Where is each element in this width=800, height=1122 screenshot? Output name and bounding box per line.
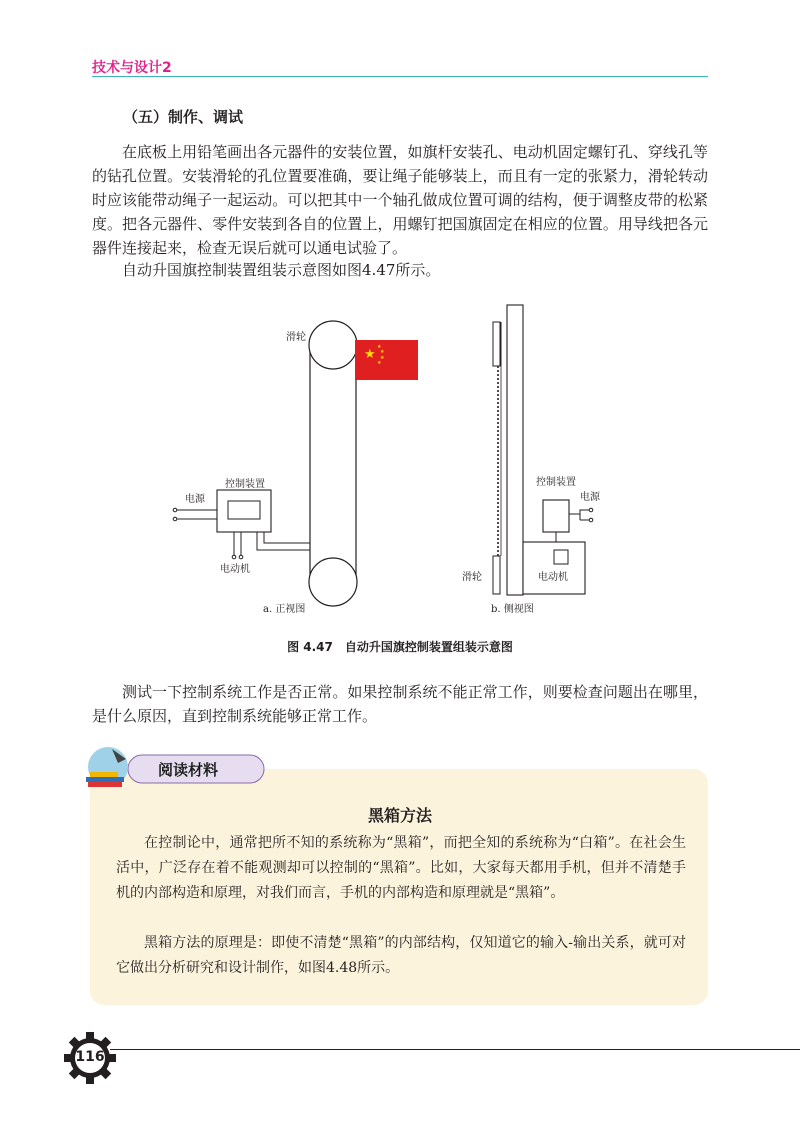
side-controller-label: 控制装置 — [536, 477, 576, 488]
footer-divider — [110, 1049, 800, 1050]
side-motor — [554, 550, 568, 564]
view-label-front: a. 正视图 — [263, 604, 306, 615]
reading-paragraph: 黑箱方法的原理是：即使不清楚“黑箱”的内部结构，仅知道它的输入-输出关系，就可对它做出分析研究和设计制作，如图4.48所示。 — [116, 935, 686, 976]
flagpole — [507, 305, 523, 595]
side-power-label: 电源 — [580, 492, 600, 503]
side-pulley-bottom — [493, 556, 500, 594]
figure-caption: 图 4.47 自动升国旗控制装置组装示意图 — [287, 640, 513, 654]
section-heading: （五）制作、调试 — [123, 108, 244, 126]
flag-star-big: ★ — [364, 347, 376, 362]
reading-badge-label: 阅读材料 — [158, 761, 219, 779]
side-controller — [543, 500, 569, 532]
body-paragraph: 测试一下控制系统工作是否正常。如果控制系统不能正常工作，则要检查问题出在哪里，是什么原因，直到控制系统能够正常工作。 — [92, 683, 708, 725]
header-divider — [92, 76, 708, 77]
top-pulley — [309, 321, 357, 369]
books-icon — [86, 777, 124, 782]
bottom-pulley — [309, 558, 357, 606]
view-label-side: b. 侧视图 — [491, 604, 534, 615]
controller-display — [228, 501, 260, 519]
reading-paragraph: 在控制论中，通常把所不知的系统称为“黑箱”，而把全知的系统称为“白箱”。在社会生活中，广泛存在着不能观测却可以控制的“黑箱”。比如，大家每天都用手机，但并不清楚手机的内部构造和原理，对我们而言，手机的内部构造和原理就是“黑箱”。 — [116, 835, 686, 901]
side-view — [462, 305, 601, 615]
book-title: 技术与设计2 — [92, 60, 172, 76]
flag-star: ★ — [377, 360, 382, 366]
side-pulley-label: 滑轮 — [462, 572, 482, 583]
side-pulley-top — [493, 322, 500, 366]
motor-label: 电动机 — [220, 564, 250, 575]
side-motor-label: 电动机 — [538, 572, 568, 583]
flag-star: ★ — [380, 349, 385, 355]
flag-star: ★ — [377, 344, 382, 350]
flag-star: ★ — [380, 355, 385, 361]
body-paragraph: 自动升国旗控制装置组装示意图如图4.47所示。 — [122, 261, 441, 279]
assembly-diagram — [160, 300, 640, 620]
pulley-label: 滑轮 — [286, 332, 306, 343]
front-view — [173, 321, 418, 615]
power-label: 电源 — [185, 494, 205, 505]
body-paragraph: 在底板上用铅笔画出各元器件的安装位置，如旗杆安装孔、电动机固定螺钉孔、穿线孔等的钻孔位置。安装滑轮的孔位置要准确，要让绳子能够装上，而且有一定的张紧力，滑轮转动时应该能带动绳子一起运动。可以把其中一个轴孔做成位置可调的结构，便于调整皮带的松紧度。把各元器件、零件安装到各自的位置上，用螺钉把国旗固定在相应的位置。用导线把各元器件连接起来，检查无误后就可以通电试验了。 — [92, 143, 708, 257]
controller-label: 控制装置 — [225, 479, 265, 490]
reading-title: 黑箱方法 — [367, 806, 432, 825]
page-number: 116 — [75, 1049, 105, 1065]
